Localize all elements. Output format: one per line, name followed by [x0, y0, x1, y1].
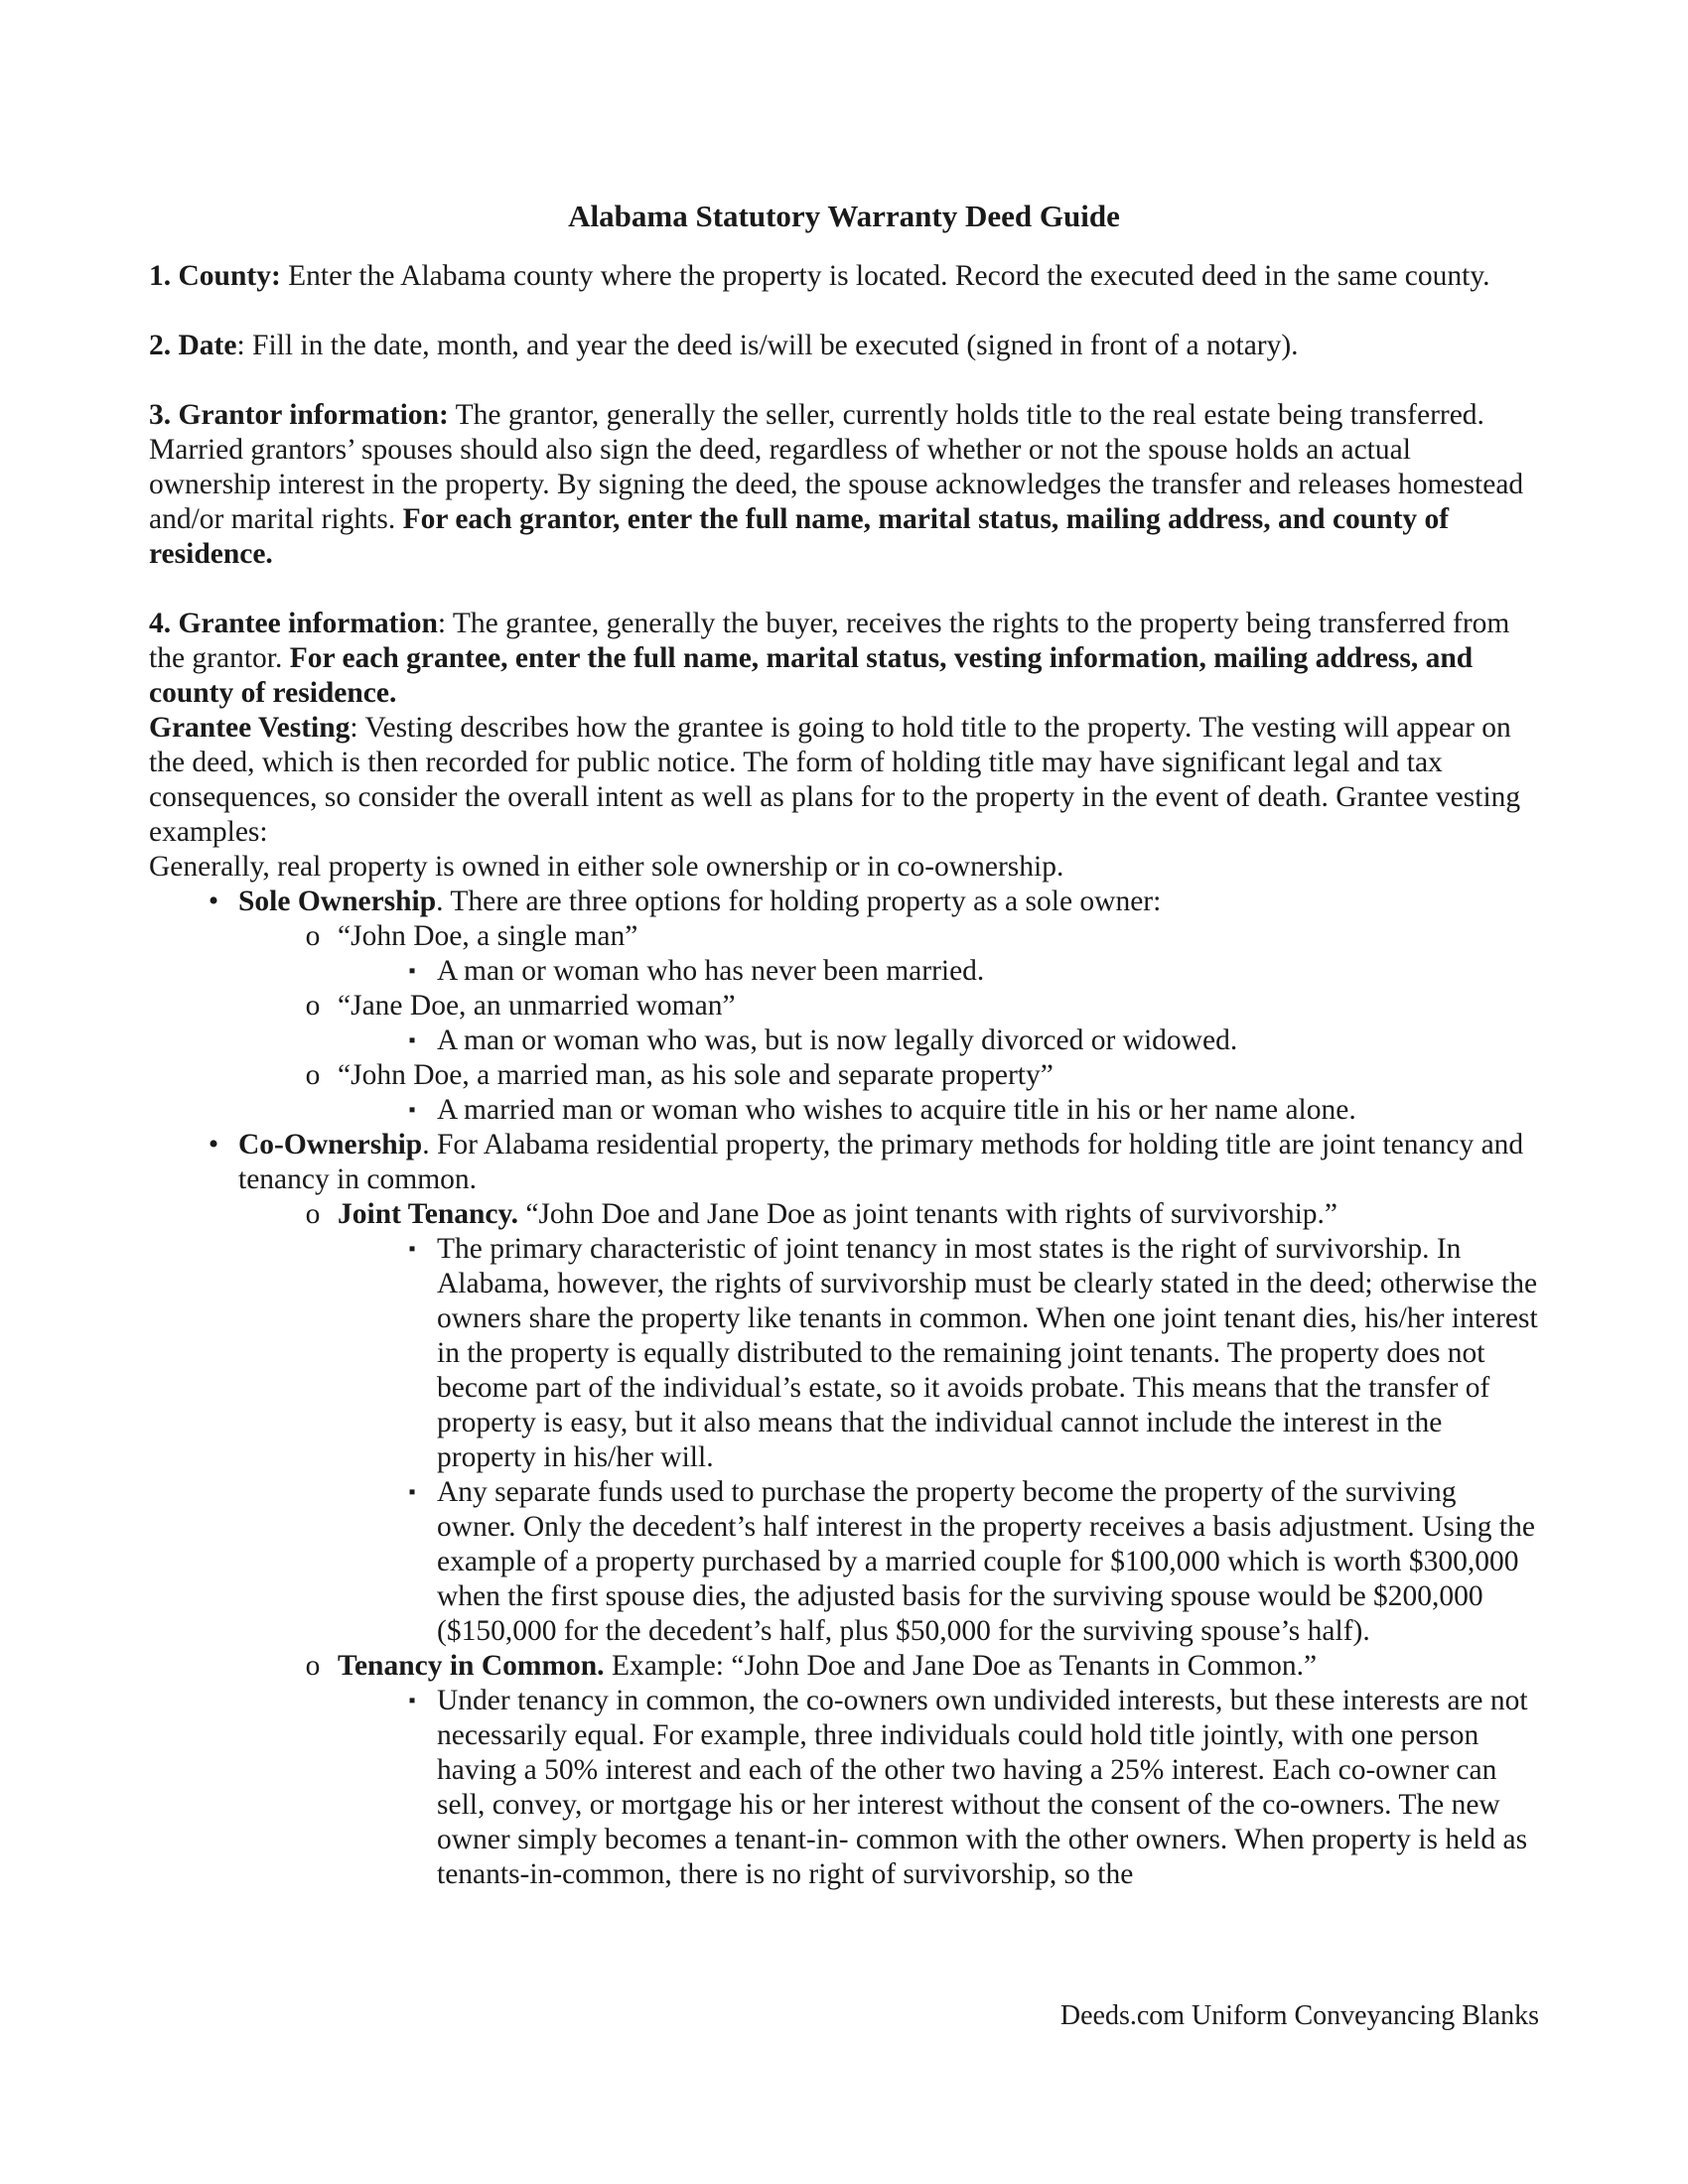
county-label: 1. County:	[149, 260, 281, 292]
list-item-sole-option	[149, 919, 1539, 954]
bullet-marker: •	[208, 1129, 219, 1160]
co-ownership-label: Co-Ownership	[238, 1129, 423, 1160]
joint-tenancy-text: “John Doe and Jane Doe as joint tenants with rights of survivorship.”	[517, 1198, 1338, 1230]
county-text: Enter the Alabama county where the property is located. Record the executed deed in the same county.	[280, 260, 1490, 292]
square-marker: ▪	[408, 1690, 416, 1711]
joint-tenancy-label: Joint Tenancy.	[338, 1198, 518, 1230]
list-item-sole-detail	[149, 954, 1539, 989]
document-body	[149, 199, 1539, 1892]
document-title: Alabama Statutory Warranty Deed Guide	[568, 199, 1120, 233]
sole-detail-text: A man or woman who was, but is now legally divorced or widowed.	[437, 1024, 1238, 1056]
circle-marker: o	[305, 1650, 321, 1682]
grantee-vesting	[149, 711, 1539, 850]
square-marker: ▪	[408, 1238, 416, 1260]
common-detail-text: Under tenancy in common, the co-owners own undivided interests, but these interests are not necessarily equal. For example, three individuals could hold title jointly, with one person having a 50% interest and each of the other two having a 25% interest. Each co-owner can sell, convey, or mortgage his or her interest without the consent of the co-owners. The new owner simply becomes a tenant-in- common with the other owners. When property is held as tenants-in-common, there is no right of survivorship, so the	[437, 1685, 1528, 1890]
date-text: : Fill in the date, month, and year the deed is/will be executed (signed in front of a notary).	[236, 330, 1299, 361]
list-item-sole-option	[149, 1058, 1539, 1093]
list-item-joint-tenancy	[149, 1197, 1539, 1232]
grantee-label: 4. Grantee information	[149, 608, 438, 639]
list-item-common-detail	[149, 1684, 1539, 1892]
grantee-section	[149, 607, 1539, 711]
county-section	[149, 259, 1539, 294]
tenancy-in-common-label: Tenancy in Common.	[338, 1650, 605, 1682]
grantor-instruction: For each grantor, enter the full name, marital status, mailing address, and county of residence.	[149, 503, 1450, 570]
list-item-tenancy-in-common	[149, 1649, 1539, 1684]
ownership-intro: Generally, real property is owned in either sole ownership or in co-ownership.	[149, 851, 1064, 883]
sole-detail-text: A man or woman who has never been married.	[437, 955, 985, 987]
date-label: 2. Date	[149, 330, 237, 361]
date-section	[149, 329, 1539, 363]
square-marker: ▪	[408, 1099, 416, 1121]
grantor-label: 3. Grantor information:	[149, 399, 449, 431]
vesting-text: : Vesting describes how the grantee is going to hold title to the property. The vesting will appear on the deed, which is then recorded for public notice. The form of holding title may have significant legal and tax consequences, so consider the overall intent as well as plans for to the property in the event of death. Grantee vesting examples:	[149, 712, 1521, 848]
bullet-marker: •	[208, 886, 219, 917]
sole-ownership-text: . There are three options for holding property as a sole owner:	[436, 886, 1162, 917]
joint-detail-text: The primary characteristic of joint tenancy in most states is the right of survivorship. In Alabama, however, the rights of survivorship must be clearly stated in the deed; otherwise the owners share the property like tenants in common. When one joint tenant dies, his/her interest in the property is equally distributed to the remaining joint tenants. The property does not become part of the individual’s estate, so it avoids probate. This means that the transfer of property is easy, but it also means that the individual cannot include the interest in the property in his/her will.	[437, 1233, 1538, 1473]
grantor-section	[149, 398, 1539, 572]
list-item-sole-detail	[149, 1093, 1539, 1128]
square-marker: ▪	[408, 960, 416, 982]
sole-option-text: “John Doe, a married man, as his sole and separate property”	[338, 1059, 1054, 1091]
sole-option-text: “Jane Doe, an unmarried woman”	[338, 990, 736, 1022]
list-item-joint-detail	[149, 1475, 1539, 1649]
sole-detail-text: A married man or woman who wishes to acquire title in his or her name alone.	[437, 1094, 1356, 1126]
list-item-co-ownership	[189, 1128, 1539, 1197]
circle-marker: o	[305, 990, 321, 1022]
list-item-joint-detail	[149, 1232, 1539, 1475]
sole-option-text: “John Doe, a single man”	[338, 920, 638, 952]
circle-marker: o	[305, 1059, 321, 1091]
page-footer: Deeds.com Uniform Conveyancing Blanks	[1059, 2000, 1539, 2031]
list-item-sole-ownership	[189, 885, 1539, 919]
tenancy-in-common-text: Example: “John Doe and Jane Doe as Tenants in Common.”	[604, 1650, 1318, 1682]
square-marker: ▪	[408, 1029, 416, 1051]
list-item-sole-detail	[149, 1024, 1539, 1058]
co-ownership-text: . For Alabama residential property, the primary methods for holding title are joint tenancy and tenancy in common.	[238, 1129, 1524, 1195]
grantee-text: : The grantee, generally the buyer, receives the rights to the property being transferred from the grantor.	[149, 608, 1510, 674]
joint-detail-text: Any separate funds used to purchase the property become the property of the surviving owner. Only the decedent’s half interest in the property receives a basis adjustment. Using the example of a property purchased by a married couple for $100,000 which is worth $300,000 when the first spouse dies, the adjusted basis for the surviving spouse would be $200,000 ($150,000 for the decedent’s half, plus $50,000 for the surviving spouse’s half).	[437, 1476, 1535, 1647]
square-marker: ▪	[408, 1481, 416, 1503]
list-item-sole-option	[149, 989, 1539, 1024]
circle-marker: o	[305, 1198, 321, 1230]
circle-marker: o	[305, 920, 321, 952]
vesting-label: Grantee Vesting	[149, 712, 351, 744]
grantor-text: The grantor, generally the seller, currently holds title to the real estate being transferred. Married grantors’ spouses should also sign the deed, regardless of whether or not the spouse holds an actual ownership interest in the property. By signing the deed, the spouse acknowledges the transfer and releases homestead and/or marital rights.	[149, 399, 1524, 535]
sole-ownership-label: Sole Ownership	[238, 886, 437, 917]
grantee-instruction: For each grantee, enter the full name, marital status, vesting information, mailing address, and county of residence.	[149, 642, 1474, 709]
